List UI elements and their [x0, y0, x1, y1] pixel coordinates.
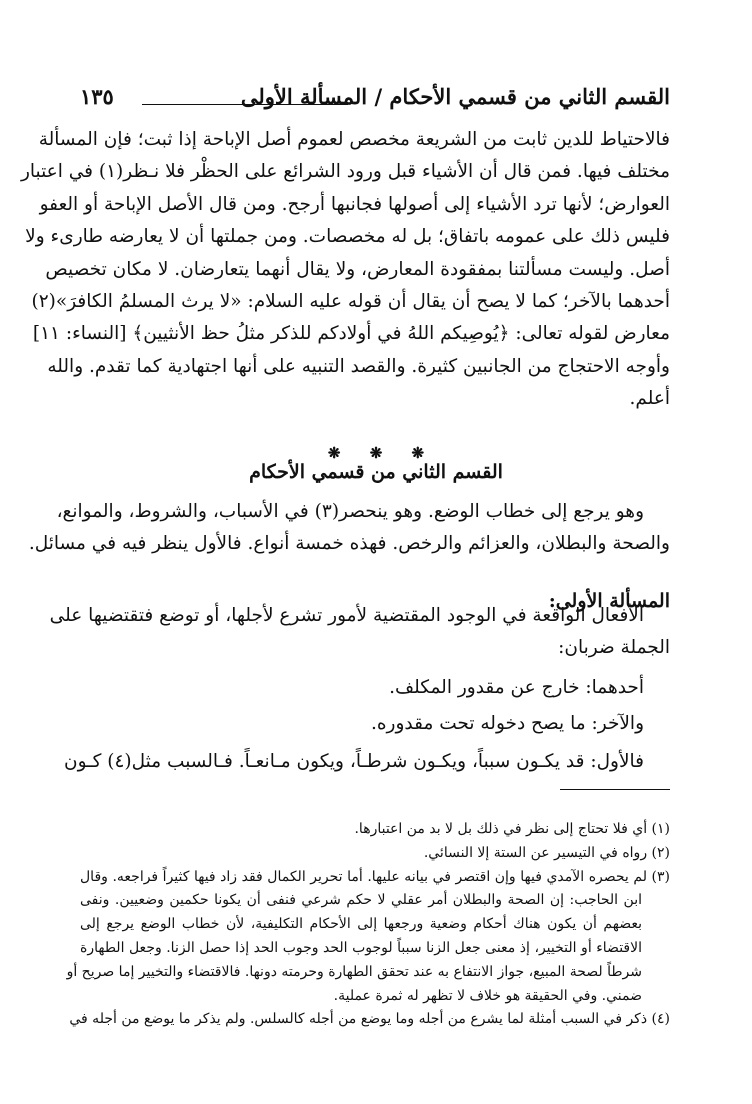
footnote-line: بعضهم أن يكون هناك أحكام وضعية ورجعها إلى الأحكام التكليفية، لأن خطاب الوضع يرجع إلى — [80, 916, 642, 933]
footnote-line: ضمني. وفي الحقيقة هو خلاف لا تظهر له ثمرة عملية. — [333, 987, 642, 1004]
text-line: فليس ذلك على عمومه باتفاق؛ بل له مخصصات. ومن جملتها أن لا يعارضه طارىء ولا — [25, 226, 670, 248]
text-line: معارض لقوله تعالى: ﴿يُوصِيكم اللهُ في أولادكم للذكر مثلُ حظ الأنثيين﴾ [النساء: ١١] — [32, 323, 670, 345]
asterism-glyph: ❋ — [369, 444, 383, 462]
issue-title: المسألة الأولى: — [548, 590, 670, 612]
footnote-line: ابن الحاجب: إن الصحة والبطلان أمر عقلي لا حكم شرعي فنفى أن يكونا حكمين وضعيين. ونفى — [80, 892, 642, 909]
list-item: أحدهما: خارج عن مقدور المكلف. — [389, 677, 644, 698]
text-line: مختلف فيها. فمن قال أن الأشياء قبل ورود الشرائع على الحظْر فلا نـظر(١) في اعتبار — [20, 161, 670, 183]
text-line: وأوجه الاحتجاج من الجانبين كثيرة. والقصد التنبيه على أنها اجتهادية كما تقدم. والله — [47, 355, 670, 377]
text-line: أحدهما بالآخر؛ كما لا يصح أن يقال أن قوله عليه السلام: «لا يرث المسلمُ الكافرَ»(٢) — [31, 290, 670, 312]
footnote-line: (٤) ذكر في السبب أمثلة لما يشرع من أجله وما يوضع من أجله كالسلس. ولم يذكر ما يوضع من أجله في — [69, 1011, 670, 1028]
paragraph-1 — [20, 124, 670, 416]
asterism-glyph: ❋ — [411, 444, 425, 462]
asterism-glyph: ❋ — [327, 444, 341, 462]
text-line: الجملة ضربان: — [558, 637, 670, 659]
paragraph-2 — [28, 496, 670, 561]
paragraph-4 — [64, 746, 670, 778]
text-line: العوارض؛ لأنها ترد الأشياء إلى أصولها فجانبها أرجح. ومن قال الأصل الإباحة أو العفو — [39, 193, 670, 215]
text-line: أصل. وليست مسألتنا بمفقودة المعارض، ولا يقال أنهما يتعارضان. لا مكان تخصيص — [45, 258, 670, 280]
text-line: فالاحتياط للدين ثابت من الشريعة مخصص لعموم أصل الإباحة إذا ثبت؛ فإن المسألة — [38, 129, 670, 150]
text-line: وهو يرجع إلى خطاب الوضع. وهو ينحصر(٣) في الأسباب، والشروط، والموانع، — [56, 501, 644, 522]
header-rule — [142, 104, 348, 105]
footnotes — [66, 818, 670, 1032]
text-line: أعلم. — [629, 388, 670, 410]
footnote-line: (٢) رواه في التيسير عن الستة إلا النسائي. — [423, 844, 670, 861]
text-line: والصحة والبطلان، والعزائم والرخص. فهذه خمسة أنواع. فالأول ينظر فيه في مسائل. — [28, 533, 670, 555]
text-line: فالأول: قد يكـون سبباً، ويكـون شرطـاً، ويكون مـانعـاً. فـالسبب مثل(٤) كـون — [64, 751, 644, 772]
footnote-line: الاقتضاء أو التخيير، إذ معنى جعل الزنا سبباً لوجوب الحد وجوب الحد إذا حصل الزنا. وجعل الطهارة — [80, 939, 642, 956]
footnote-line: (٣) لم يحصره الآمدي فيها وإن اقتصر في بيانه عليها. أما تحرير الكمال فقد زاد فيها كثيراً فراجعه. وقال — [80, 868, 670, 885]
text-line: الأفعال الواقعة في الوجود المقتضية لأمور تشرع لأجلها، أو توضع فتقتضيها على — [49, 605, 644, 626]
footnote-line: (١) أي فلا تحتاج إلى نظر في ذلك بل لا بد من اعتبارها. — [354, 821, 670, 837]
paragraph-3 — [49, 600, 670, 665]
list-item: والآخر: ما يصح دخوله تحت مقدوره. — [370, 713, 644, 734]
header-title: القسم الثاني من قسمي الأحكام / المسألة الأولى — [240, 84, 670, 109]
footnote-rule — [560, 789, 670, 790]
page-number: ١٣٥ — [80, 84, 114, 109]
running-header — [80, 84, 670, 118]
list-items — [80, 670, 670, 742]
section-title: القسم الثاني من قسمي الأحكام — [249, 461, 503, 483]
footnote-line: شرطاً لصحة المبيع، جواز الانتفاع به عند تحقق الطهارة وحرمته دونها. فالاقتضاء والتخيير إما صريح أو — [66, 963, 642, 980]
